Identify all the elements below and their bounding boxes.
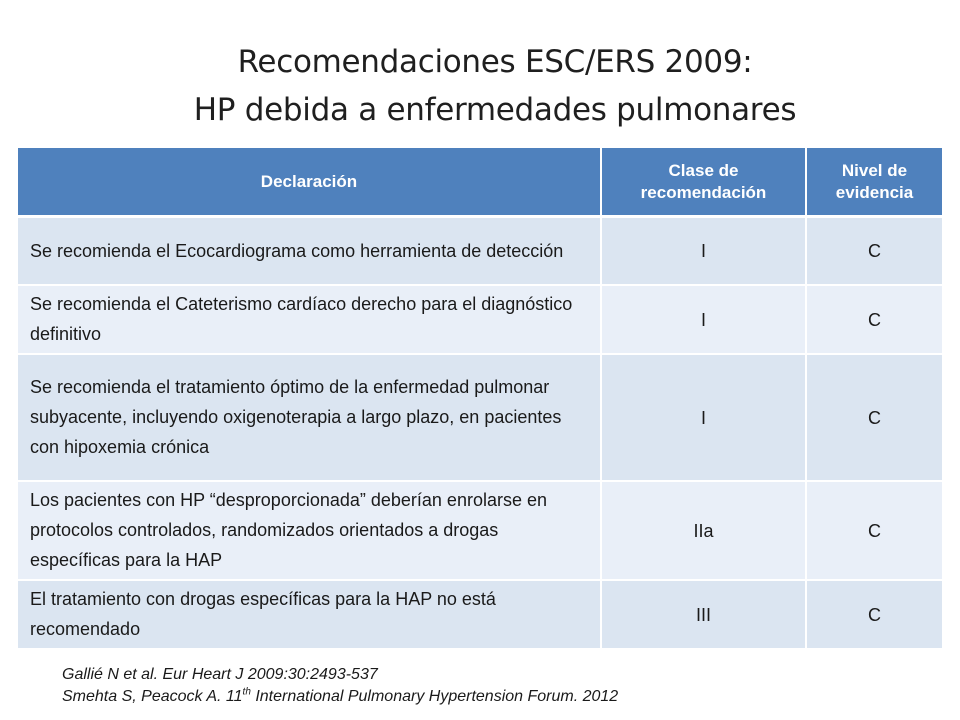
references bbox=[62, 664, 618, 708]
reference-2-authors: Smehta S, Peacock A. 11 bbox=[62, 688, 243, 705]
row-statement: Los pacientes con HP “desproporcionada” deberían enrolarse en protocolos controlados, randomizados orientados a drogas específicas para la HAP bbox=[18, 481, 601, 580]
reference-2-superscript: th bbox=[242, 686, 251, 698]
table-row bbox=[18, 580, 942, 649]
reference-2 bbox=[62, 686, 618, 708]
slide-title bbox=[0, 38, 960, 134]
row-level: C bbox=[806, 354, 942, 481]
row-statement: El tratamiento con drogas específicas para la HAP no está recomendado bbox=[18, 580, 601, 649]
table-row bbox=[18, 481, 942, 580]
row-class: IIa bbox=[601, 481, 806, 580]
row-class: I bbox=[601, 285, 806, 354]
table-row bbox=[18, 354, 942, 481]
recommendations-table bbox=[18, 148, 942, 650]
reference-2-forum: International Pulmonary Hypertension Forum. 2012 bbox=[250, 688, 619, 705]
reference-1: Gallié N et al. Eur Heart J 2009:30:2493-537 bbox=[62, 666, 378, 683]
row-level: C bbox=[806, 580, 942, 649]
table-row bbox=[18, 285, 942, 354]
slide-title-line-2: HP debida a enfermedades pulmonares bbox=[193, 92, 797, 128]
header-clase-recomendacion: Clase de recomendación bbox=[601, 148, 806, 217]
row-class: I bbox=[601, 354, 806, 481]
slide-title-line-1: Recomendaciones ESC/ERS 2009: bbox=[237, 44, 753, 80]
row-class: I bbox=[601, 217, 806, 286]
row-level: C bbox=[806, 481, 942, 580]
row-level: C bbox=[806, 285, 942, 354]
table-header-row bbox=[18, 148, 942, 217]
table-row bbox=[18, 217, 942, 286]
header-declaracion: Declaración bbox=[18, 148, 601, 217]
header-nivel-evidencia: Nivel de evidencia bbox=[806, 148, 942, 217]
row-level: C bbox=[806, 217, 942, 286]
row-class: III bbox=[601, 580, 806, 649]
row-statement: Se recomienda el Cateterismo cardíaco derecho para el diagnóstico definitivo bbox=[18, 285, 601, 354]
row-statement: Se recomienda el tratamiento óptimo de la enfermedad pulmonar subyacente, incluyendo oxigenoterapia a largo plazo, en pacientes con hipoxemia crónica bbox=[18, 354, 601, 481]
row-statement: Se recomienda el Ecocardiograma como herramienta de detección bbox=[18, 217, 601, 286]
